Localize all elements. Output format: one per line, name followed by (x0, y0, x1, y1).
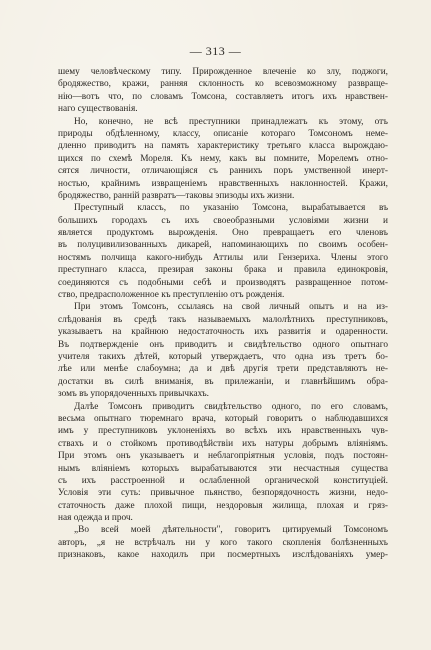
text-line: большихъ городахъ съ ихъ своеобразными условіями жизни и (58, 215, 388, 226)
text-line: дленно приводитъ на память характеристику третьяго класса вырождаю- (58, 141, 388, 152)
text-line: природы обдѣленному, классу, описаніе котораго Томсономъ неме- (58, 128, 388, 139)
text-line: указываетъ на крайнюю недостаточность ихъ развитія и одаренности. (58, 327, 388, 338)
text-line: имъ у преступниковъ уклоненіяхъ во всѣхъ ихъ нравственныхъ чув- (58, 426, 388, 437)
page-number: — 313 — (189, 44, 242, 58)
text-line: Преступный классъ, по указанію Томсона, вырабатывается въ (74, 203, 388, 214)
text-line: Далѣе Томсонъ приводитъ свидѣтельство одного, по его словамъ, (74, 401, 388, 412)
text-line: бродяжество, ранній развратъ—таковы эпизоды ихъ жизни. (58, 190, 295, 201)
body-text (58, 66, 388, 562)
text-line: признаковъ, какое находилъ при посмертныхъ изслѣдованіяхъ умер- (58, 550, 388, 561)
text-line: статочность даже плохой пищи, нездоровыя жилища, плохая и гряз- (58, 500, 388, 511)
text-line: Въ подтвержденіе онъ приводитъ и свидѣтельство одного опытнаго (58, 339, 388, 350)
text-line: Но, конечно, не всѣ преступники принадлежатъ къ этому, отъ (74, 116, 388, 127)
text-line: ная одежда и проч. (58, 513, 133, 524)
text-line: ностью, крайнимъ извращеніемъ нравственныхъ наклонностей. Кражи, (58, 178, 388, 189)
text-line: „Во всей моей дѣятельности", говоритъ цитируемый Томсономъ (74, 525, 388, 536)
text-line: ствахъ и о стойкомъ противодѣйствіи ихъ натуры добрымъ вліяніямъ. (58, 438, 388, 449)
text-line: нію—вотъ что, по словамъ Томсона, составляетъ итогъ ихъ нравствен- (58, 91, 388, 102)
text-line: щихся по схемѣ Мореля. Къ нему, какъ вы помните, Морелемъ отно- (58, 153, 388, 164)
text-line: ство, предрасположенное къ преступленію отъ рожденія. (58, 290, 285, 301)
text-line: шему человѣческому типу. Прирожденное влеченіе ко злу, поджоги, (58, 67, 388, 77)
text-line: преступнаго класса, презирая законы брака и правила единокровія, (58, 265, 388, 276)
text-line: лѣе или менѣе слабоумна; да и двѣ другія трети представляютъ не- (58, 364, 388, 375)
text-line: соединяются съ подобными себѣ и производятъ развращенное потом- (58, 277, 388, 288)
text-line: наго существованія. (58, 104, 138, 115)
text-line: бродяжество, кражи, ранняя склонность ко всевозможному развраще- (58, 79, 388, 90)
text-line: авторъ, „я не встрѣчалъ ни у кого такого скопленія болѣзненныхъ (58, 537, 388, 548)
text-line: нымъ вліяніемъ которыхъ вырабатываются эти несчастныя существа (58, 463, 388, 474)
text-line: учителя такихъ дѣтей, который утверждаетъ, что одна изъ третъ бо- (58, 351, 388, 362)
text-line: весьма опытнаго тюремнаго врача, который говоритъ о наблюдавшихся (58, 413, 388, 424)
text-line: Условія эти суть: привычное пьянство, безпорядочность жизни, недо- (58, 488, 388, 499)
text-line: При этомъ Томсонъ, ссылаясь на свой личный опытъ и на из- (74, 302, 388, 313)
text-line: съ ихъ расстроенной и ослабленной органической конституціей. (58, 475, 388, 486)
text-line: зомъ въ упорядоченныхъ привычкахъ. (58, 389, 209, 400)
text-line: сятся личности, отличающіяся съ раннихъ поръ умственной инерт- (58, 166, 388, 177)
text-line: въ полуцивилизованныхъ дикарей, напоминающихъ по своимъ особен- (58, 240, 388, 251)
text-line: достатки въ силѣ вниманія, въ прилежаніи, и главнѣйшимъ обра- (58, 376, 388, 387)
text-line: При этомъ онъ указываетъ и неблагопріятныя условія, подъ постоян- (58, 451, 388, 462)
text-line: является продуктомъ вырожденія. Оно превращаетъ его членовъ (58, 228, 388, 239)
text-line: ностямъ полчища какого-нибудь Аттилы или Гензериха. Члены этого (58, 252, 388, 263)
text-line: слѣдованія въ средѣ такъ называемыхъ малолѣтнихъ преступниковъ, (58, 314, 388, 325)
